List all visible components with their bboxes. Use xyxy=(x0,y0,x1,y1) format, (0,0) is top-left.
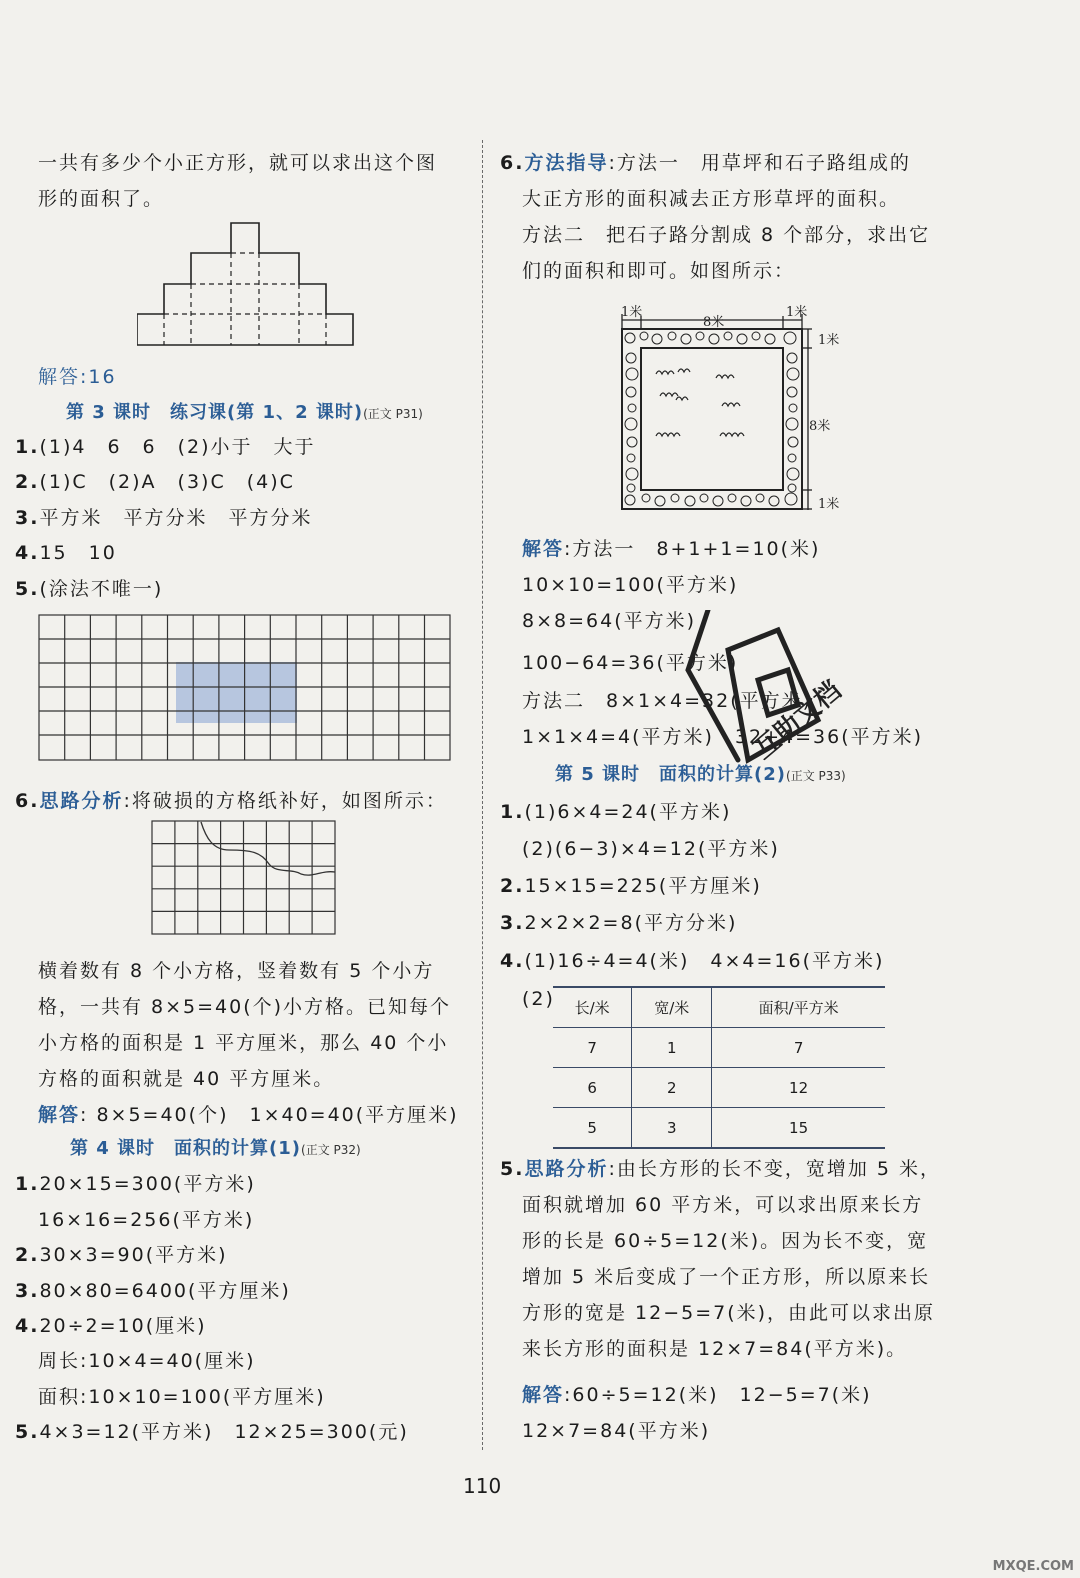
left-q6-line-3: 小方格的面积是 1 平方厘米，那么 40 个小 xyxy=(38,1032,449,1054)
intro-line-1: 一共有多少个小正方形，就可以求出这个图 xyxy=(38,152,438,174)
right-answer-line-1: 10×10=100(平方米) xyxy=(522,574,739,596)
table-header-width: 宽/米 xyxy=(632,987,712,1028)
lesson-5-ref: (正文 P33) xyxy=(786,769,846,783)
right-q5-heading: 5.思路分析:由长方形的长不变，宽增加 5 米， xyxy=(500,1158,942,1180)
colored-grid xyxy=(38,614,452,762)
answer-16: 解答:16 xyxy=(38,366,117,388)
list-item: 3.2×2×2=8(平方分米) xyxy=(500,912,738,934)
table-header-length: 长/米 xyxy=(574,999,610,1017)
list-item: 5.4×3=12(平方米) 12×25=300(元) xyxy=(15,1421,409,1443)
left-q6-answer: 解答: 8×5=40(个) 1×40=40(平方厘米) xyxy=(38,1104,459,1126)
right-q6-heading: 6.方法指导:方法一 用草坪和石子路组成的 xyxy=(500,152,911,174)
right-answer-heading: 解答:方法一 8+1+1=10(米) xyxy=(522,538,821,560)
right-q6-line-2: 方法二 把石子路分割成 8 个部分，求出它 xyxy=(522,224,931,246)
list-item: 3.80×80=6400(平方厘米) xyxy=(15,1280,291,1302)
intro-line-2: 形的面积了。 xyxy=(38,188,165,210)
stamp-text: 互助文档 xyxy=(748,675,848,766)
table-label: (2) xyxy=(522,988,555,1010)
list-item: 5.(涂法不唯一) xyxy=(15,578,164,600)
table-cell: 3 xyxy=(632,1108,712,1149)
label-left-width: 1米 xyxy=(621,305,643,320)
table-cell: 7 xyxy=(712,1028,885,1068)
label-bottom-height: 1米 xyxy=(818,497,840,512)
right-q6-line-3: 们的面积和即可。如图所示： xyxy=(522,260,796,282)
list-item: 3.平方米 平方分米 平方分米 xyxy=(15,507,313,529)
right-q5-line-4: 方形的宽是 12−5=7(米)，由此可以求出原 xyxy=(522,1302,936,1324)
lesson-3-title: 第 3 课时 练习课(第 1、2 课时) xyxy=(66,402,364,423)
table-cell: 6 xyxy=(587,1078,597,1097)
right-q5-line-5: 来长方形的面积是 12×7=84(平方米)。 xyxy=(522,1338,908,1360)
table-cell: 5 xyxy=(587,1118,597,1137)
lesson-3-heading xyxy=(66,398,423,424)
right-answer-line-2: 8×8=64(平方米) xyxy=(522,610,697,632)
right-answer-line-3: 100−64=36(平方米) xyxy=(522,652,739,674)
right-q5-line-3: 增加 5 米后变成了一个正方形，所以原来长 xyxy=(522,1266,931,1288)
column-divider xyxy=(482,140,483,1450)
repaired-grid xyxy=(151,820,337,936)
right-q5-line-2: 形的长是 60÷5=12(米)。因为长不变，宽 xyxy=(522,1230,929,1252)
table-row xyxy=(553,1028,885,1068)
right-answer-line-4: 方法二 8×1×4=32(平方米) xyxy=(522,690,813,712)
left-q6-line-1: 横着数有 8 个小方格，竖着数有 5 个小方 xyxy=(38,960,435,982)
list-item: 2.15×15=225(平方厘米) xyxy=(500,875,762,897)
list-item: 1.(1)6×4=24(平方米) xyxy=(500,801,732,823)
list-item: 2.30×3=90(平方米) xyxy=(15,1244,228,1266)
list-item: 周长:10×4=40(厘米) xyxy=(38,1350,256,1372)
list-item: 1.(1)4 6 6 (2)小于 大于 xyxy=(15,436,316,458)
list-item: (2)(6−3)×4=12(平方米) xyxy=(522,838,780,860)
list-item: 1.20×15=300(平方米) xyxy=(15,1173,256,1195)
answer-table xyxy=(553,986,885,1149)
table-header-area: 面积/平方米 xyxy=(712,987,885,1028)
lesson-4-heading xyxy=(70,1134,361,1160)
left-q6-heading: 6.思路分析:将破损的方格纸补好，如图所示： xyxy=(15,790,447,812)
table-cell: 7 xyxy=(587,1038,597,1057)
table-cell: 15 xyxy=(712,1108,885,1149)
label-top-height: 1米 xyxy=(818,333,840,348)
table-row xyxy=(553,1108,885,1149)
table-cell: 12 xyxy=(712,1068,885,1108)
right-q6-line-1: 大正方形的面积减去正方形草坪的面积。 xyxy=(522,188,901,210)
right-q5-answer-line: 12×7=84(平方米) xyxy=(522,1420,711,1442)
label-mid-width: 8米 xyxy=(703,315,725,330)
left-q6-line-2: 格，一共有 8×5=40(个)小方格。已知每个 xyxy=(38,996,452,1018)
staircase-figure xyxy=(137,222,355,346)
lawn-path-diagram xyxy=(600,296,860,520)
lesson-4-title: 第 4 课时 面积的计算(1) xyxy=(70,1138,302,1159)
watermark: MXQE.COM xyxy=(992,1559,1074,1574)
table-cell: 1 xyxy=(632,1028,712,1068)
right-q5-line-1: 面积就增加 60 平方米，可以求出原来长方 xyxy=(522,1194,924,1216)
table-header-row xyxy=(553,987,885,1028)
right-q5-answer: 解答:60÷5=12(米) 12−5=7(米) xyxy=(522,1384,872,1406)
stamp-mark xyxy=(668,610,858,780)
right-answer-line-5: 1×1×4=4(平方米) 32+4=36(平方米) xyxy=(522,726,924,748)
label-right-width: 1米 xyxy=(786,305,808,320)
list-item: 4.15 10 xyxy=(15,542,117,564)
list-item: 4.(1)16÷4=4(米) 4×4=16(平方米) xyxy=(500,950,885,972)
label-mid-height: 8米 xyxy=(809,419,831,434)
list-item: 2.(1)C (2)A (3)C (4)C xyxy=(15,471,295,493)
list-item: 面积:10×10=100(平方厘米) xyxy=(38,1386,326,1408)
left-q6-line-4: 方格的面积就是 40 平方厘米。 xyxy=(38,1068,335,1090)
lesson-3-ref: (正文 P31) xyxy=(363,407,423,421)
table-cell: 2 xyxy=(632,1068,712,1108)
list-item: 4.20÷2=10(厘米) xyxy=(15,1315,207,1337)
lesson-5-title: 第 5 课时 面积的计算(2) xyxy=(555,764,787,785)
page-number: 110 xyxy=(463,1474,502,1498)
table-row xyxy=(553,1068,885,1108)
lesson-5-heading xyxy=(555,760,846,786)
list-item: 16×16=256(平方米) xyxy=(38,1209,255,1231)
lesson-4-ref: (正文 P32) xyxy=(301,1143,361,1157)
